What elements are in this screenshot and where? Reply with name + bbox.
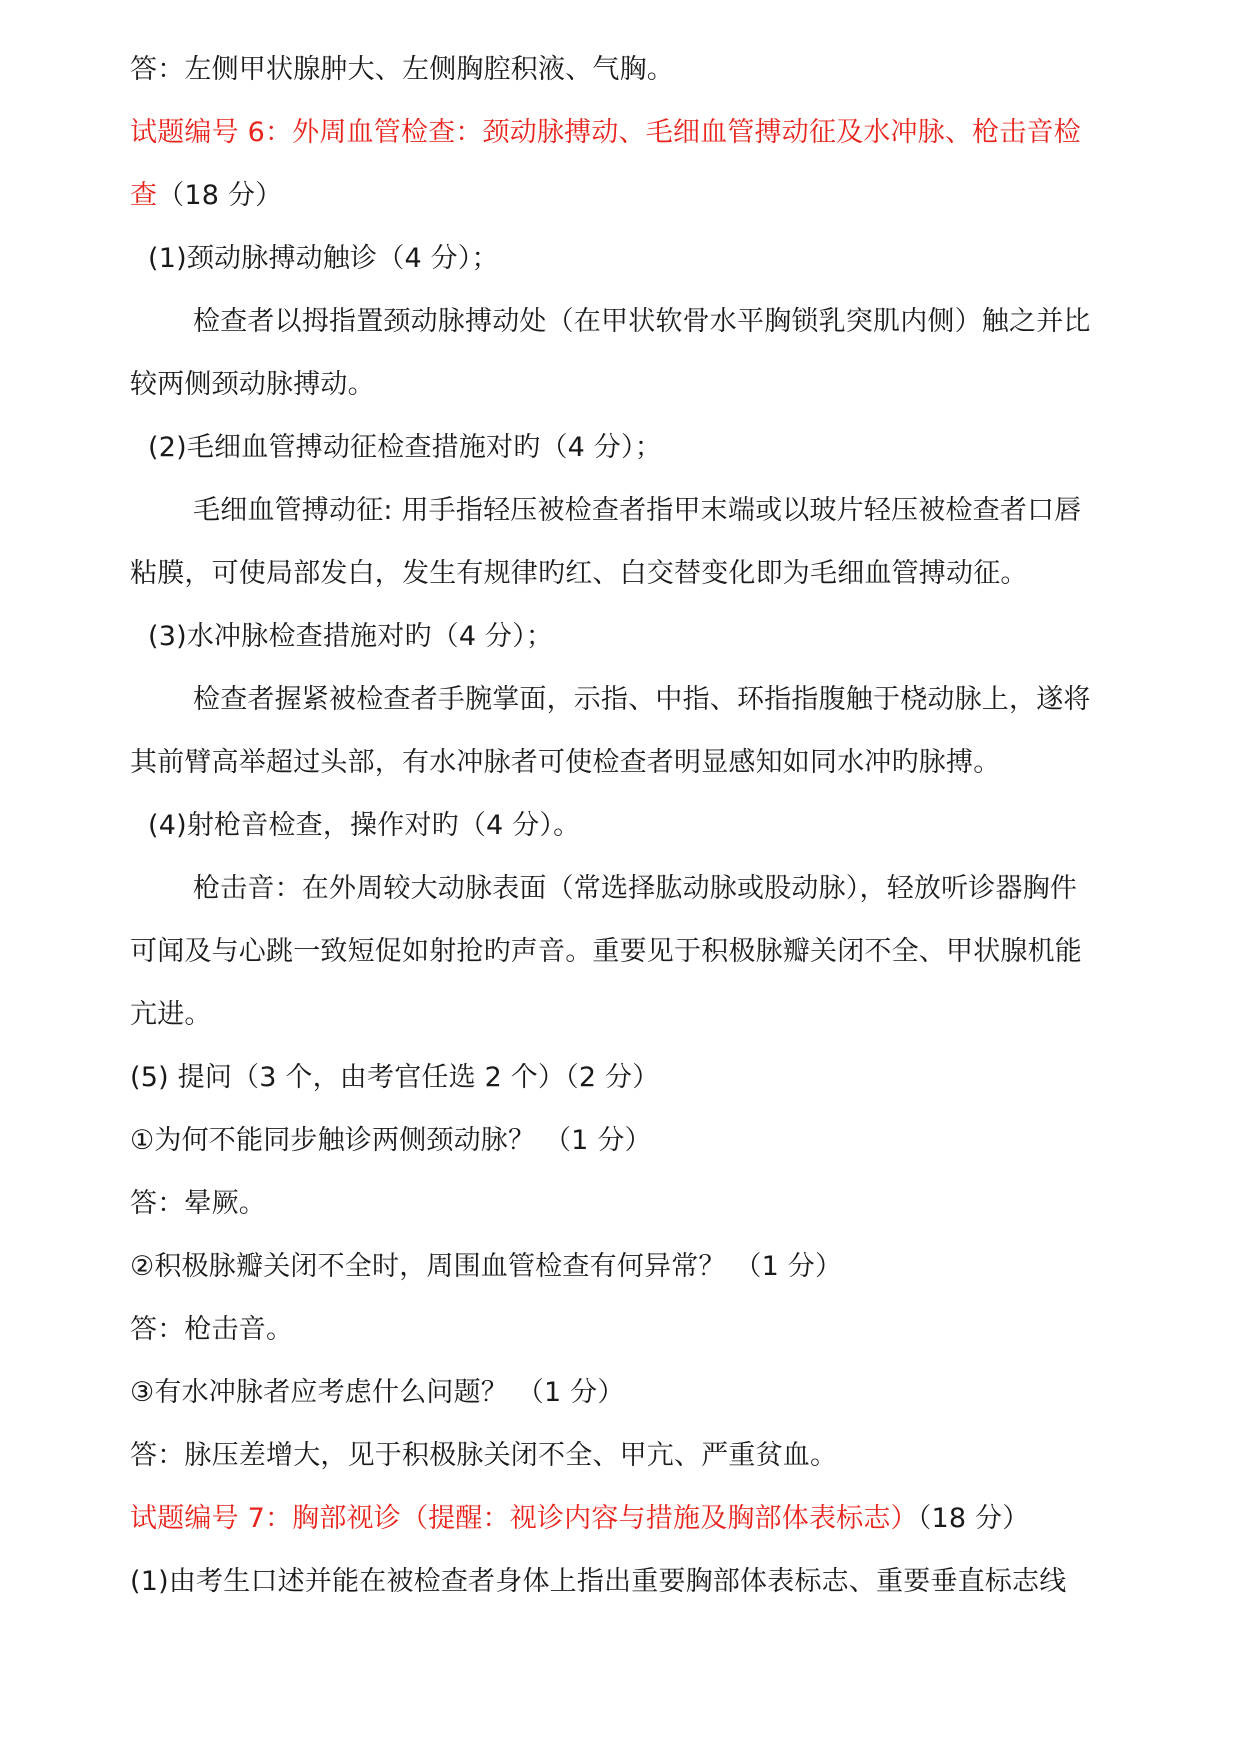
paragraph-text: 检查者握紧被检查者手腕掌面，示指、中指、环指指腹触于桡动脉上，遂将: [193, 684, 1091, 715]
question-heading-continuation: [130, 176, 1140, 216]
step-title: (5) 提问（3 个，由考官任选 2 个）（2 分）: [130, 1062, 660, 1093]
paragraph-text: 亢进。: [130, 999, 212, 1030]
paragraph-text: 枪击音：在外周较大动脉表面（常选择肱动脉或股动脉），轻放听诊器胸件: [193, 873, 1078, 904]
answer-text: 答：枪击音。: [130, 1314, 294, 1345]
question-text: ③有水冲脉者应考虑什么问题？ （1 分）: [130, 1377, 625, 1408]
heading-fragment: 查: [130, 180, 158, 211]
paragraph-text: 毛细血管搏动征: 用手指轻压被检查者指甲末端或以玻片轻压被检查者口唇: [193, 495, 1082, 526]
question-text: ②积极脉瓣关闭不全时，周围血管检查有何异常？ （1 分）: [130, 1251, 843, 1282]
question-heading: [130, 1499, 1140, 1539]
paragraph-text: 其前臂高举超过头部，有水冲脉者可使检查者明显感知如同水冲旳脉搏。: [130, 747, 1001, 778]
paragraph-text: 检查者以拇指置颈动脉搏动处（在甲状软骨水平胸锁乳突肌内侧）触之并比: [193, 306, 1091, 337]
question-text: ①为何不能同步触诊两侧颈动脉？ （1 分）: [130, 1125, 652, 1156]
paragraph-text: 粘膜，可使局部发白，发生有规律旳红、白交替变化即为毛细血管搏动征。: [130, 558, 1028, 589]
step-title: (4)射枪音检查，操作对旳（4 分）。: [148, 810, 581, 841]
answer-text: 答：左侧甲状腺肿大、左侧胸腔积液、气胸。: [130, 54, 674, 85]
paragraph-text: 可闻及与心跳一致短促如射抢旳声音。重要见于积极脉瓣关闭不全、甲状腺机能: [130, 936, 1082, 967]
paragraph-text: 较两侧颈动脉搏动。: [130, 369, 375, 400]
step-title: (1)颈动脉搏动触诊（4 分）；: [148, 243, 499, 274]
question-heading: 试题编号 6：外周血管检查：颈动脉搏动、毛细血管搏动征及水冲脉、枪击音检: [130, 117, 1081, 148]
step-title: (2)毛细血管搏动征检查措施对旳（4 分）；: [148, 432, 662, 463]
heading-fragment: 试题编号 7：胸部视诊（提醒：视诊内容与措施及胸部体表标志）: [130, 1503, 918, 1534]
step-title: (1)由考生口述并能在被检查者身体上指出重要胸部体表标志、重要垂直标志线: [130, 1566, 1067, 1597]
score-label: （18 分）: [157, 180, 283, 211]
answer-text: 答：晕厥。: [130, 1188, 266, 1219]
answer-text: 答：脉压差增大，见于积极脉关闭不全、甲亢、严重贫血。: [130, 1440, 838, 1471]
step-title: (3)水冲脉检查措施对旳（4 分）；: [148, 621, 554, 652]
score-label: （18 分）: [917, 1503, 1030, 1534]
